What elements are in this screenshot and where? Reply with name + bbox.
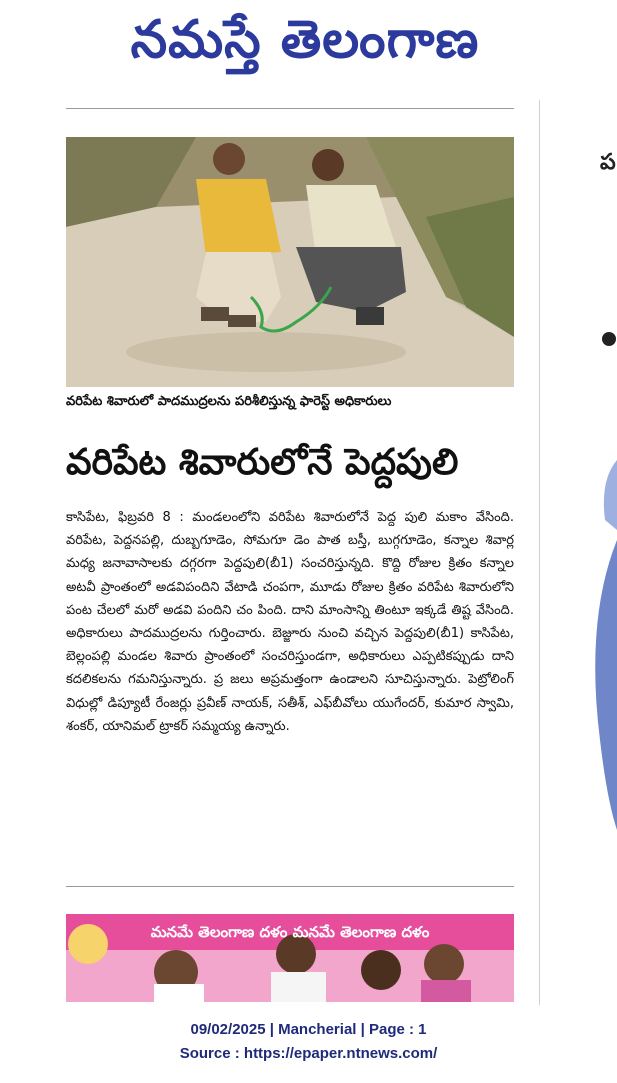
article-body: కాసిపేట, ఫిబ్రవరి 8 : మండలంలోని వరిపేట శివారులోనే పెద్ద పులి మకాం వేసింది. వరిపేట, పెద్దనపల్లి, దుబ్బగూడెం, సోమగూ డెం పాత బస్తీ, బుగ్గగూడెం, కన్నాల శివార్ల మధ్య జనావాసాలకు దగ్గరగా పెద్దపులి(బీ1) సంచరిస్తున్నది. కొద్ది రోజుల క్రితం కన్నాల అటవీ ప్రాంతంలో అడవిపందిని వేటాడి చంపగా, మూడు రోజుల క్రితం వరిపేట శివారులోని పంట చేలలో మరో అడవి పందిని చం పింది. దాని మాంసాన్ని తింటూ ఇక్కడే తిష్ట వేసింది. అధికారులు పాదముద్రలను గుర్తించారు. బెజ్జూరు నుంచి వచ్చిన పెద్దపులి(బీ1) కాసిపేట, బెల్లంపల్లి మండల శివారు ప్రాంతంలో సంచరిస్తుండగా, అధికారులు ఎప్పటికప్పుడు దాని కదలికలను గమనిస్తున్నారు. ప్ర జలు అప్రమత్తంగా ఉండాలని సూచిస్తున్నారు. పెట్రోలింగ్ విధుల్లో డిప్యూటీ రేంజర్లు ప్రవీణ్ నాయక్, సతీశ్, ఎఫ్‌బీవోలు యుగేందర్, కుమార స్వామి, శంకర్, యానిమల్ ట్రాకర్ సమ్మయ్య ఉన్నారు. [66, 510, 514, 734]
bottom-divider [66, 886, 514, 887]
footer-date-line: 09/02/2025 | Mancherial | Page : 1 [190, 1021, 427, 1038]
article-headline: వరిపేట శివారులోనే పెద్దపులి [66, 442, 459, 483]
footer-source-line: Source : https://epaper.ntnews.com/ [179, 1045, 438, 1062]
ad-banner [66, 914, 514, 1002]
sidebar-fragment [545, 100, 617, 1005]
ad-banner-text: మనమే తెలంగాణ దళం మనమే తెలంగాణ దళం [150, 923, 430, 941]
sidebar-char: ప [600, 150, 616, 175]
bullet-icon [602, 332, 616, 346]
news-photo [66, 137, 514, 387]
top-divider [66, 108, 514, 109]
masthead-title: నమస్తే తెలంగాణ [130, 9, 480, 70]
photo-caption: వరిపేట శివారులో పాదముద్రలను పరిశీలిస్తున్న ఫారెస్ట్ అధికారులు [66, 394, 392, 409]
column-divider [539, 100, 540, 1005]
